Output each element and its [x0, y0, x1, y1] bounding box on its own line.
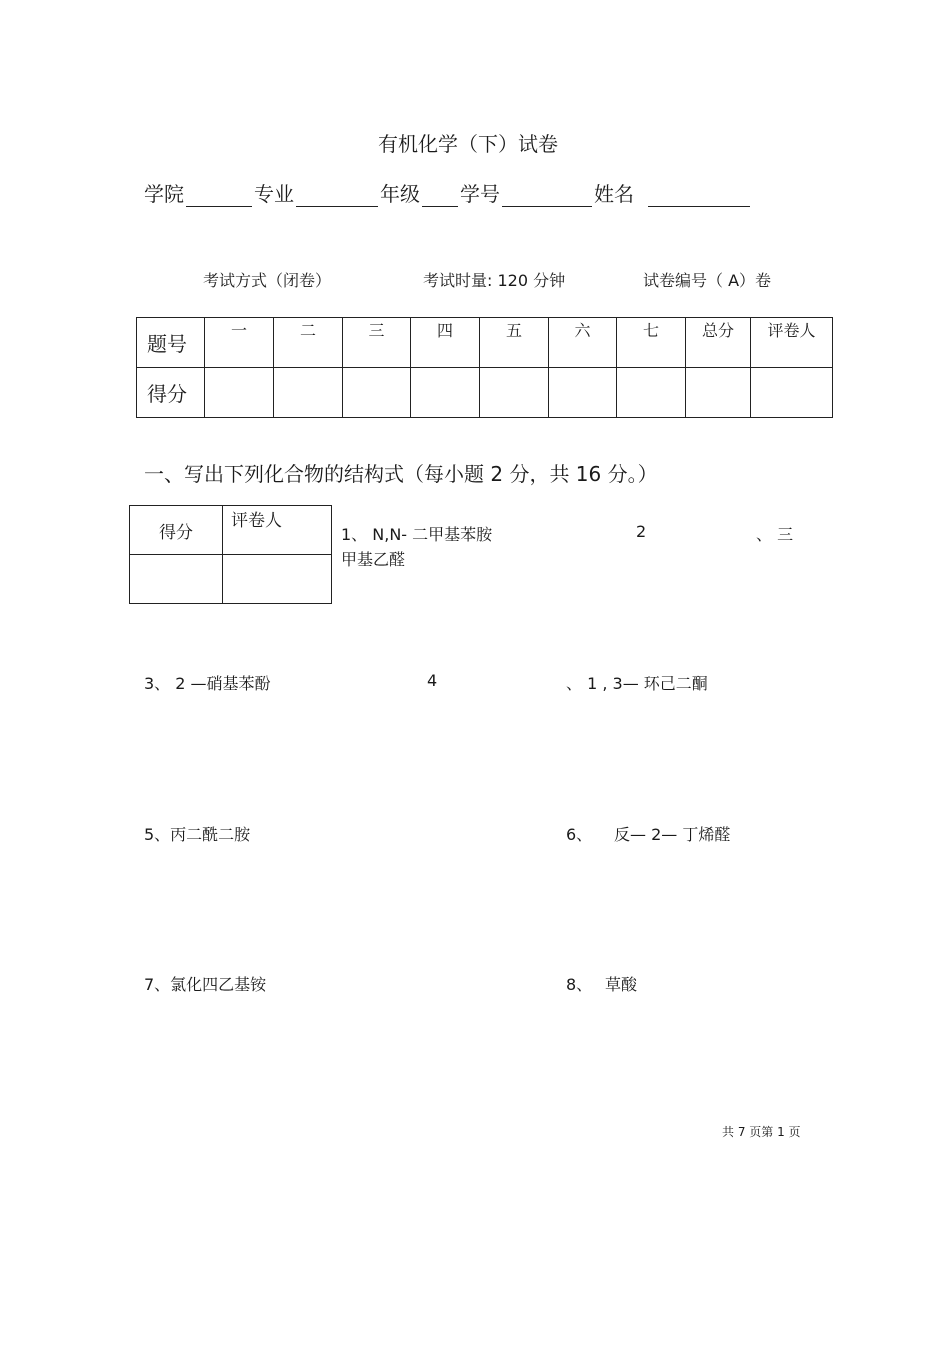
question-4-text: 、 1 , 3— 环己二酮: [566, 674, 708, 693]
score-table: [136, 317, 833, 418]
section-1-title: 一、写出下列化合物的结构式（每小题 2 分，共 16 分。）: [144, 462, 658, 486]
column-header: 七: [617, 318, 686, 368]
score-row-header: 得分: [137, 368, 205, 418]
score-cell[interactable]: [274, 368, 343, 418]
student-id-blank[interactable]: [502, 184, 592, 207]
question-2-text: 甲基乙醛: [341, 550, 406, 569]
question-5: 5、丙二酰二胺: [144, 825, 251, 844]
student-id-label: 学号: [460, 182, 500, 206]
question-6-text: 反— 2— 丁烯醛: [614, 825, 731, 844]
section-1-grader-box: [129, 505, 332, 604]
score-cell[interactable]: [751, 368, 833, 418]
exam-duration: 考试时量: 120 分钟: [423, 271, 566, 290]
score-cell[interactable]: [205, 368, 274, 418]
question-number-header: 题号: [137, 318, 205, 368]
grader-score-label: 得分: [130, 506, 223, 555]
grade-blank[interactable]: [422, 184, 458, 207]
question-1: 1、 N,N- 二甲基苯胺: [341, 525, 493, 544]
score-cell[interactable]: [480, 368, 549, 418]
grade-label: 年级: [380, 182, 420, 206]
paper-number: 试卷编号（ A）卷: [643, 271, 772, 290]
score-table-score-row: [137, 368, 833, 418]
column-header: 二: [274, 318, 343, 368]
question-7: 7、氯化四乙基铵: [144, 975, 267, 994]
question-8-text: 草酸: [605, 975, 638, 994]
column-header: 六: [549, 318, 617, 368]
major-blank[interactable]: [296, 184, 378, 207]
grader-score-cell[interactable]: [130, 555, 223, 604]
score-cell[interactable]: [686, 368, 751, 418]
name-blank[interactable]: [648, 184, 750, 207]
question-3: 3、 2 —硝基苯酚: [144, 674, 271, 693]
question-8-number: 8、: [566, 975, 593, 994]
exam-mode: 考试方式（闭卷）: [203, 271, 332, 290]
paper-title: 有机化学（下）试卷: [378, 132, 558, 156]
score-cell[interactable]: [343, 368, 411, 418]
score-table-header-row: [137, 318, 833, 368]
college-blank[interactable]: [186, 184, 252, 207]
column-header: 评卷人: [751, 318, 833, 368]
question-2-separator: 、 三: [756, 525, 794, 544]
question-6-number: 6、: [566, 825, 593, 844]
column-header: 五: [480, 318, 549, 368]
column-header: 四: [411, 318, 480, 368]
column-header: 总分: [686, 318, 751, 368]
page-footer: 共 7 页第 1 页: [722, 1125, 801, 1139]
score-cell[interactable]: [617, 368, 686, 418]
score-cell[interactable]: [411, 368, 480, 418]
column-header: 三: [343, 318, 411, 368]
column-header: 一: [205, 318, 274, 368]
name-label: 姓名: [594, 182, 634, 206]
grader-name-label: 评卷人: [223, 506, 332, 555]
major-label: 专业: [254, 182, 294, 206]
question-4-number: 4: [427, 671, 438, 690]
student-info-line: [144, 178, 752, 207]
question-2-number: 2: [636, 522, 647, 541]
score-cell[interactable]: [549, 368, 617, 418]
grader-name-cell[interactable]: [223, 555, 332, 604]
college-label: 学院: [144, 182, 184, 206]
